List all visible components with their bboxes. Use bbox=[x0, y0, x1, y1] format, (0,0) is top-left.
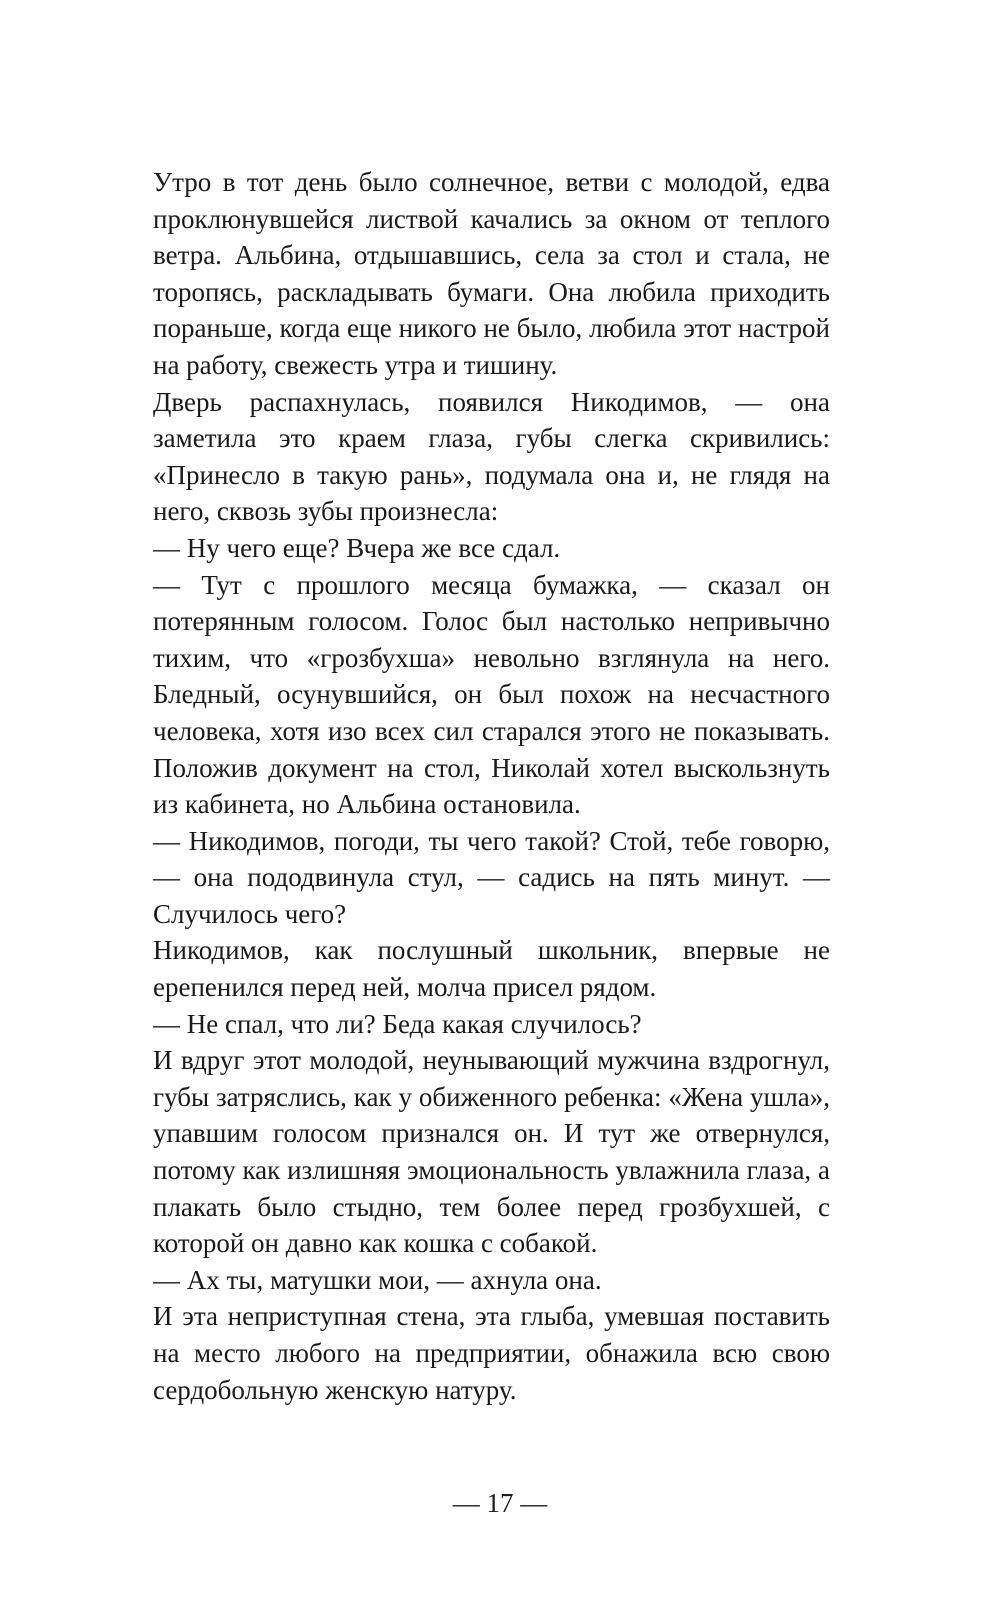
paragraph-8: И вдруг этот молодой, неунывающий мужчина вздрогнул, губы затряслись, как у обиженного ребенка: «Жена ушла», упавшим голосом признался он. И тут же отвернулся, потому как излишняя эмоциональность увлажнила глаза, а плакать было стыдно, тем более перед грозбухшей, с которой он давно как кошка с собакой. bbox=[153, 1045, 830, 1259]
paragraph-6: Никодимов, как послушный школьник, впервые не ерепенился перед ней, молча присел рядом. bbox=[153, 935, 830, 1003]
paragraph-7: — Не спал, что ли? Беда какая случилось? bbox=[153, 1008, 642, 1039]
paragraph-9: — Ах ты, матушки мои, — ахнула она. bbox=[153, 1264, 602, 1295]
paragraph-3: — Ну чего еще? Вчера же все сдал. bbox=[153, 532, 561, 563]
paragraph-2: Дверь распахнулась, появился Никодимов, — она заметила это краем глаза, губы слегка скривились: «Принесло в такую рань», подумала она и, не глядя на него, сквозь зубы произнесла: bbox=[153, 386, 830, 527]
page-number: — 17 — bbox=[452, 1488, 548, 1518]
body-text bbox=[153, 164, 830, 1408]
paragraph-10: И эта неприступная стена, эта глыба, умевшая поставить на место любого на предприятии, обнажила всю свою сердобольную женскую натуру. bbox=[153, 1301, 830, 1405]
paragraph-4: — Тут с прошлого месяца бумажка, — сказал он потерянным голосом. Голос был настолько непривычно тихим, что «грозбухша» невольно взглянула на него. Бледный, осунувшийся, он был похож на несчастного человека, хотя изо всех сил старался этого не показывать. Положив документ на стол, Николай хотел выскользнуть из кабинета, но Альбина остановила. bbox=[153, 569, 830, 820]
paragraph-1: Утро в тот день было солнечное, ветви с молодой, едва проклюнувшейся листвой качались за окном от теплого ветра. Альбина, отдышавшись, села за стол и стала, не торопясь, раскладывать бумаги. Она любила приходить пораньше, когда еще никого не было, любила этот настрой на работу, свежесть утра и тишину. bbox=[153, 167, 830, 380]
paragraph-5: — Никодимов, погоди, ты чего такой? Стой, тебе говорю, — она пододвинула стул, — садись на пять минут. — Случилось чего? bbox=[153, 825, 830, 929]
